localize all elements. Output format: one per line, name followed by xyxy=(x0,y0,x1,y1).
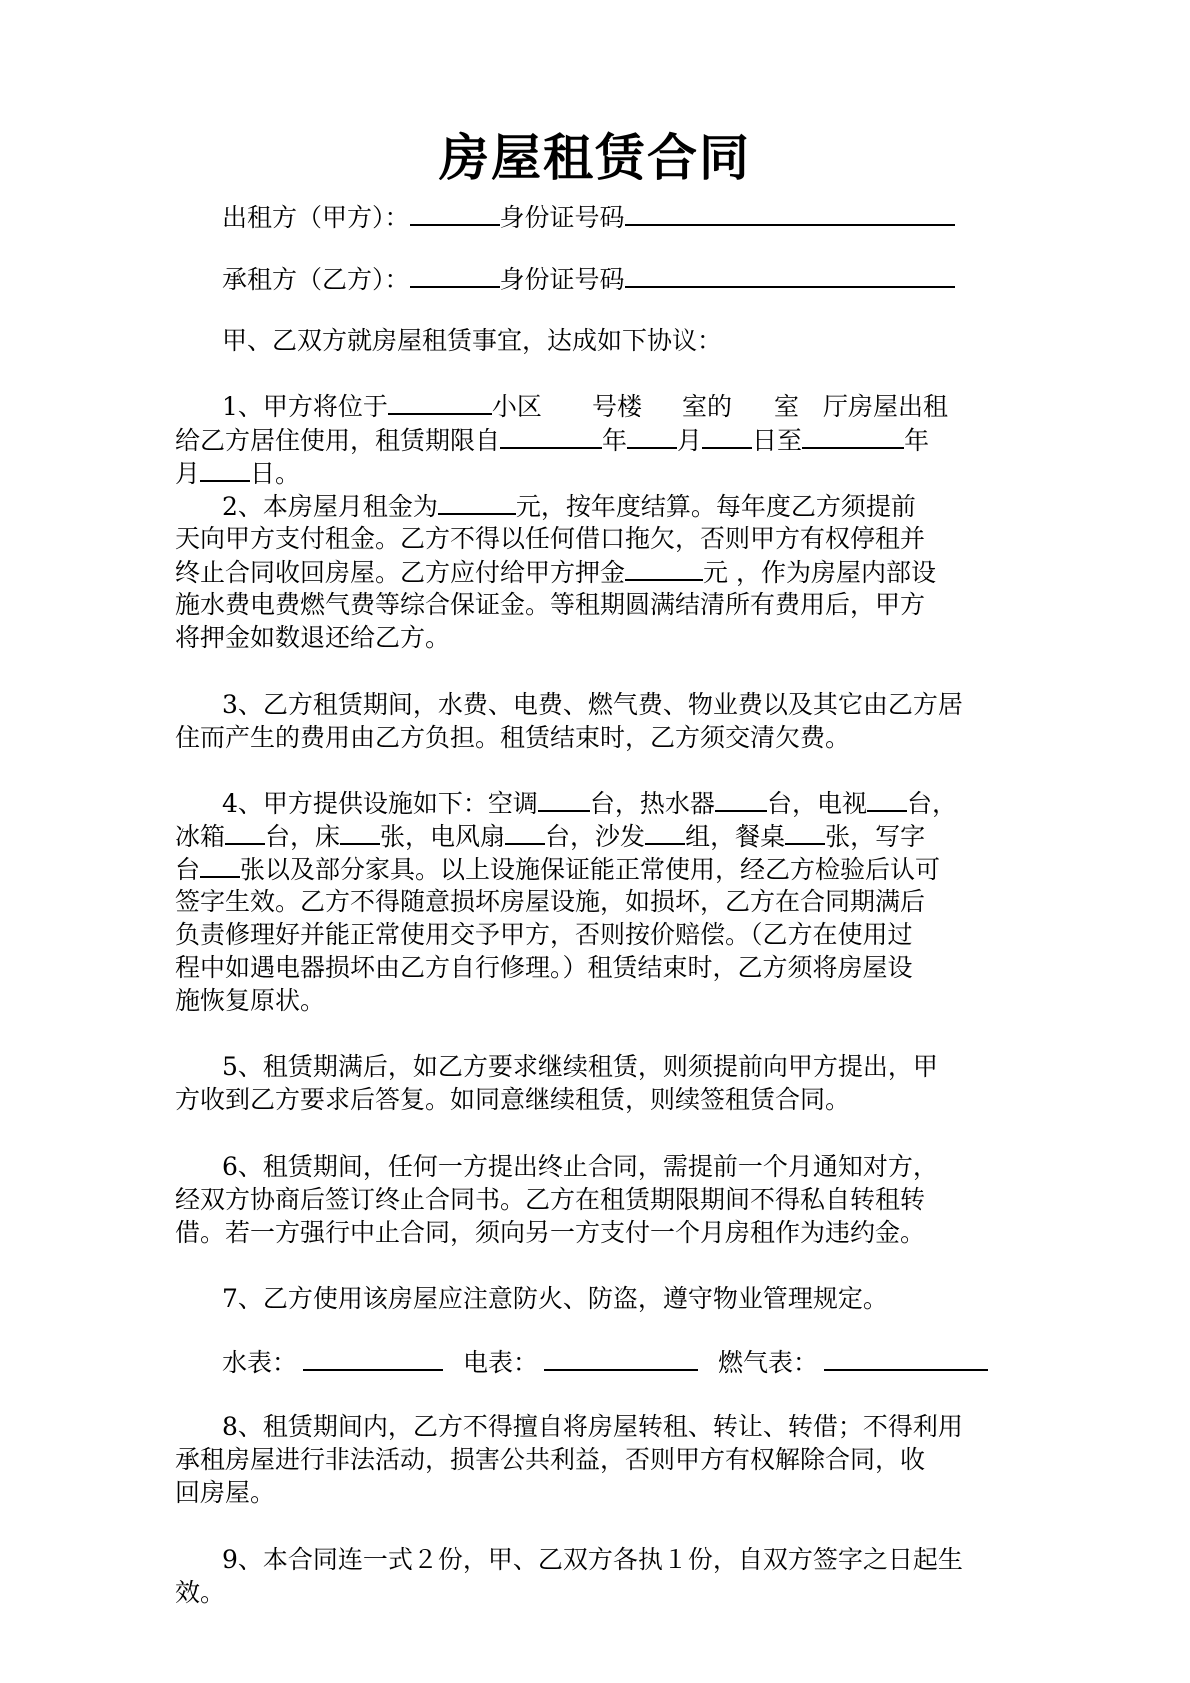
community-blank[interactable] xyxy=(388,389,492,415)
clause5-line1: 5、租赁期满后，如乙方要求继续租赁，则须提前向甲方提出，甲 xyxy=(222,1052,938,1081)
clause8-line3: 回房屋。 xyxy=(175,1478,276,1507)
clause9-line1: 9、本合同连一式２份，甲、乙双方各执１份，自双方签字之日起生 xyxy=(222,1545,963,1574)
clause4-text-i: 组，餐桌 xyxy=(685,822,786,851)
ac-count-blank[interactable] xyxy=(538,786,590,812)
clause6-line1: 6、租赁期间，任何一方提出终止合同，需提前一个月通知对方， xyxy=(222,1152,938,1181)
clause9-line2: 效。 xyxy=(175,1578,226,1607)
clause1-text-d: 室的 xyxy=(681,392,732,421)
clause1-line1 xyxy=(222,389,1082,423)
clause2-line4: 施水费电费燃气费等综合保证金。等租期圆满结清所有费用后，甲方 xyxy=(175,590,926,619)
clause1-text-a: 1、甲方将位于 xyxy=(222,392,388,421)
table-count-blank[interactable] xyxy=(785,819,825,845)
bed-count-blank[interactable] xyxy=(340,819,380,845)
clause1-text-c: 号楼 xyxy=(591,392,642,421)
clause4-text-c: 台，电视 xyxy=(766,789,867,818)
clause4-line4: 签字生效。乙方不得随意损坏房屋设施，如损坏，乙方在合同期满后 xyxy=(175,887,926,916)
clause4-text-f: 台，床 xyxy=(265,822,341,851)
heater-count-blank[interactable] xyxy=(715,786,767,812)
clause4-text-j: 张，写字 xyxy=(825,822,926,851)
rent-blank[interactable] xyxy=(438,489,516,515)
clause2-text-a: 2、本房屋月租金为 xyxy=(222,492,438,521)
clause1-text-b: 小区 xyxy=(491,392,542,421)
clause1-text-f: 厅房屋出租 xyxy=(822,392,948,421)
clause1-text-l: 月 xyxy=(175,459,201,488)
clause4-line6: 程中如遇电器损坏由乙方自行修理。）租赁结束时，乙方须将房屋设 xyxy=(175,953,913,982)
document-title: 房屋租赁合同 xyxy=(439,128,751,187)
deposit-blank[interactable] xyxy=(625,555,703,581)
party-b-label: 承租方（乙方）： xyxy=(222,265,410,294)
start-year-blank[interactable] xyxy=(500,423,602,449)
clause5-line2: 方收到乙方要求后答复。如同意继续租赁，则续签租赁合同。 xyxy=(175,1085,851,1114)
end-year-blank[interactable] xyxy=(802,423,904,449)
clause4-text-h: 台，沙发 xyxy=(545,822,646,851)
clause4-text-l: 张以及部分家具。以上设施保证能正常使用，经乙方检验后认可 xyxy=(240,855,941,884)
clause2-text-d: 元 ，作为房屋内部设 xyxy=(703,558,936,587)
party-a-label: 出租方（甲方）： xyxy=(222,203,410,232)
party-b-line xyxy=(222,262,1082,296)
clause4-text-g: 张，电风扇 xyxy=(380,822,506,851)
water-meter-label: 水表： xyxy=(222,1348,298,1377)
clause1-line2 xyxy=(175,423,1035,457)
gas-meter-blank[interactable] xyxy=(824,1345,988,1371)
clause1-text-i: 月 xyxy=(677,426,703,455)
clause4-text-d: 台， xyxy=(906,789,957,818)
clause4-line5: 负责修理好并能正常使用交予甲方，否则按价赔偿。（乙方在使用过 xyxy=(175,920,913,949)
clause1-text-m: 日。 xyxy=(250,459,301,488)
clause4-line2 xyxy=(175,819,1035,853)
clause4-text-b: 台，热水器 xyxy=(589,789,715,818)
clause4-line3 xyxy=(175,852,1035,886)
party-a-id-blank[interactable] xyxy=(625,200,955,226)
clause3-line2: 住而产生的费用由乙方负担。租赁结束时，乙方须交清欠费。 xyxy=(175,723,851,752)
clause1-line3 xyxy=(175,456,1035,490)
sofa-count-blank[interactable] xyxy=(645,819,685,845)
clause4-line7: 施恢复原状。 xyxy=(175,986,326,1015)
party-b-name-blank[interactable] xyxy=(410,262,500,288)
clause7-line: 7、乙方使用该房屋应注意防火、防盗，遵守物业管理规定。 xyxy=(222,1284,888,1313)
clause1-text-k: 年 xyxy=(904,426,930,455)
clause6-line2: 经双方协商后签订终止合同书。乙方在租赁期限期间不得私自转租转 xyxy=(175,1185,926,1214)
start-day-blank[interactable] xyxy=(702,423,752,449)
clause4-text-e: 冰箱 xyxy=(175,822,226,851)
clause4-line1 xyxy=(222,786,1082,820)
party-a-line xyxy=(222,200,1082,234)
fridge-count-blank[interactable] xyxy=(225,819,265,845)
clause4-text-a: 4、甲方提供设施如下：空调 xyxy=(222,789,538,818)
start-month-blank[interactable] xyxy=(627,423,677,449)
clause4-text-k: 台 xyxy=(175,855,201,884)
water-meter-blank[interactable] xyxy=(303,1345,443,1371)
clause3-line1: 3、乙方租赁期间，水费、电费、燃气费、物业费以及其它由乙方居 xyxy=(222,690,963,719)
clause1-text-e: 室 xyxy=(773,392,799,421)
clause2-line3 xyxy=(175,555,1035,589)
clause2-text-c: 终止合同收回房屋。乙方应付给甲方押金 xyxy=(175,558,626,587)
meters-line xyxy=(222,1345,1082,1379)
party-b-id-label: 身份证号码 xyxy=(499,265,625,294)
clause2-text-b: 元，按年度结算。每年度乙方须提前 xyxy=(515,492,916,521)
gas-meter-label: 燃气表： xyxy=(718,1348,819,1377)
clause8-line2: 承租房屋进行非法活动，损害公共利益，否则甲方有权解除合同，收 xyxy=(175,1445,926,1474)
end-month-blank[interactable] xyxy=(200,456,250,482)
clause8-line1: 8、租赁期间内，乙方不得擅自将房屋转租、转让、转借；不得利用 xyxy=(222,1412,963,1441)
electric-meter-blank[interactable] xyxy=(544,1345,698,1371)
tv-count-blank[interactable] xyxy=(867,786,907,812)
clause6-line3: 借。若一方强行中止合同，须向另一方支付一个月房租作为违约金。 xyxy=(175,1218,926,1247)
desk-count-blank[interactable] xyxy=(200,852,240,878)
clause2-line2: 天向甲方支付租金。乙方不得以任何借口拖欠，否则甲方有权停租并 xyxy=(175,524,926,553)
clause2-line5: 将押金如数退还给乙方。 xyxy=(175,623,451,652)
party-a-id-label: 身份证号码 xyxy=(499,203,625,232)
clause1-text-g: 给乙方居住使用，租赁期限自 xyxy=(175,426,501,455)
electric-meter-label: 电表： xyxy=(463,1348,539,1377)
clause2-line1 xyxy=(222,489,1082,523)
fan-count-blank[interactable] xyxy=(505,819,545,845)
clause1-text-j: 日至 xyxy=(752,426,803,455)
intro-line: 甲、乙双方就房屋租赁事宜，达成如下协议： xyxy=(222,326,723,355)
clause1-text-h: 年 xyxy=(602,426,628,455)
party-b-id-blank[interactable] xyxy=(625,262,955,288)
party-a-name-blank[interactable] xyxy=(410,200,500,226)
